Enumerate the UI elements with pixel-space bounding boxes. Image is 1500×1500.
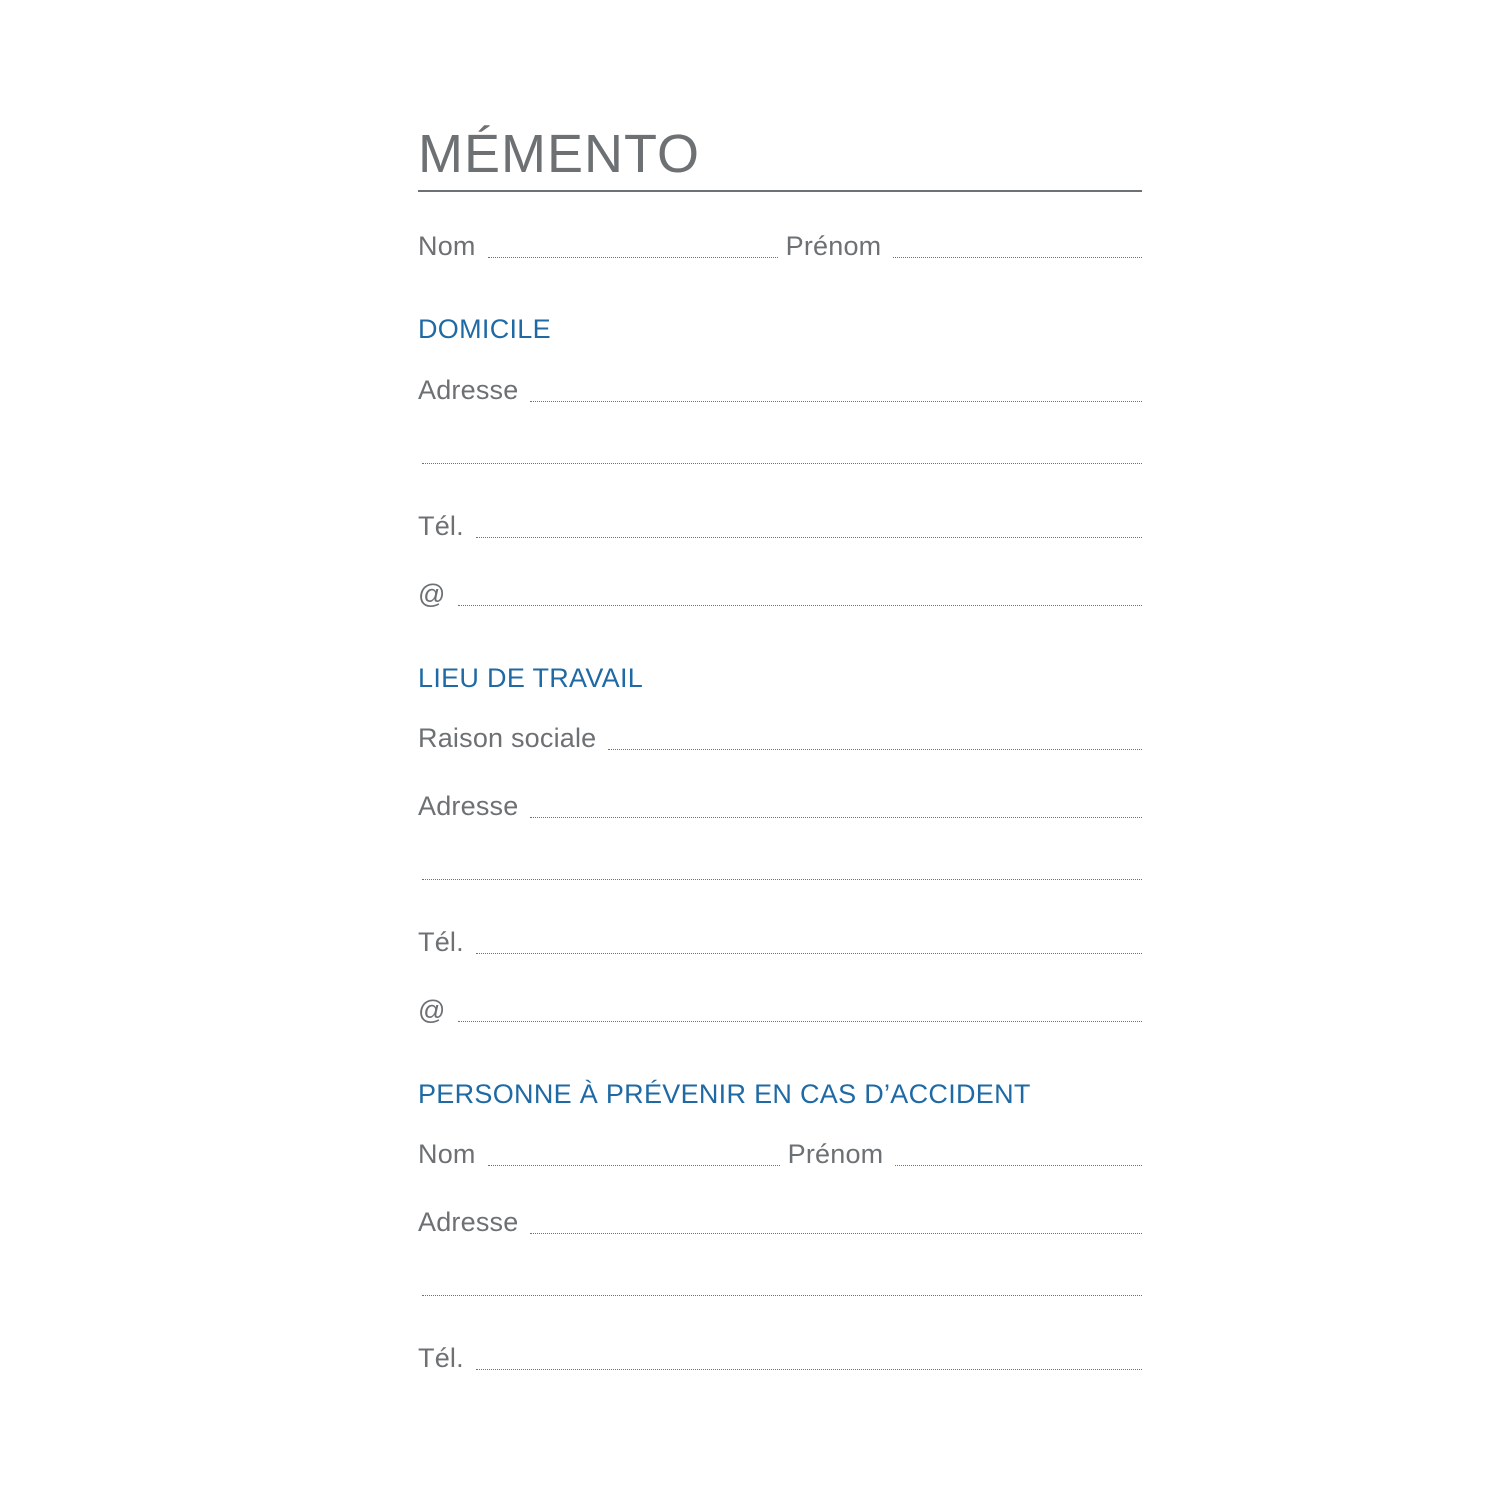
- domicile-email-row: [418, 570, 1142, 610]
- raison-sociale-label: Raison sociale: [418, 723, 597, 753]
- nom-field[interactable]: [488, 257, 778, 258]
- section-heading-urgence: PERSONNE À PRÉVENIR EN CAS D’ACCIDENT: [418, 1079, 1031, 1109]
- domicile-tel-row: [418, 502, 1142, 542]
- email-label: @: [418, 579, 446, 609]
- urgence-prenom-field[interactable]: [895, 1165, 1142, 1166]
- urgence-adresse-line-2[interactable]: [422, 1295, 1142, 1296]
- urgence-adresse-field[interactable]: [530, 1233, 1142, 1234]
- adresse-label: Adresse: [418, 375, 519, 405]
- travail-adresse-row: [418, 782, 1142, 822]
- travail-adresse-line-2[interactable]: [422, 879, 1142, 880]
- section-heading-domicile: DOMICILE: [418, 314, 551, 344]
- domicile-email-field[interactable]: [458, 605, 1142, 606]
- adresse-label: Adresse: [418, 791, 519, 821]
- travail-raison-row: [418, 714, 1142, 754]
- tel-label: Tél.: [418, 511, 464, 541]
- travail-raison-field[interactable]: [608, 749, 1142, 750]
- nom-label: Nom: [418, 1139, 476, 1169]
- section-heading-travail: LIEU DE TRAVAIL: [418, 663, 644, 693]
- urgence-name-row: [418, 1130, 1142, 1170]
- prenom-label: Prénom: [785, 231, 882, 261]
- travail-tel-row: [418, 918, 1142, 958]
- tel-label: Tél.: [418, 1343, 464, 1373]
- email-label: @: [418, 995, 446, 1025]
- tel-label: Tél.: [418, 927, 464, 957]
- title-divider: [418, 190, 1142, 192]
- identity-name-row: [418, 222, 1142, 262]
- urgence-nom-field[interactable]: [488, 1165, 780, 1166]
- travail-email-row: [418, 986, 1142, 1026]
- travail-email-field[interactable]: [458, 1021, 1142, 1022]
- urgence-adresse-row: [418, 1198, 1142, 1238]
- domicile-adresse-line-2[interactable]: [422, 463, 1142, 464]
- adresse-label: Adresse: [418, 1207, 519, 1237]
- domicile-tel-field[interactable]: [476, 537, 1142, 538]
- urgence-tel-row: [418, 1334, 1142, 1374]
- travail-tel-field[interactable]: [476, 953, 1142, 954]
- prenom-field[interactable]: [893, 257, 1142, 258]
- nom-label: Nom: [418, 231, 476, 261]
- memento-sheet: [418, 0, 1142, 1500]
- page-title: MÉMENTO: [418, 124, 701, 184]
- travail-adresse-field[interactable]: [530, 817, 1142, 818]
- prenom-label: Prénom: [787, 1139, 884, 1169]
- domicile-adresse-field[interactable]: [530, 401, 1142, 402]
- domicile-adresse-row: [418, 366, 1142, 406]
- urgence-tel-field[interactable]: [476, 1369, 1142, 1370]
